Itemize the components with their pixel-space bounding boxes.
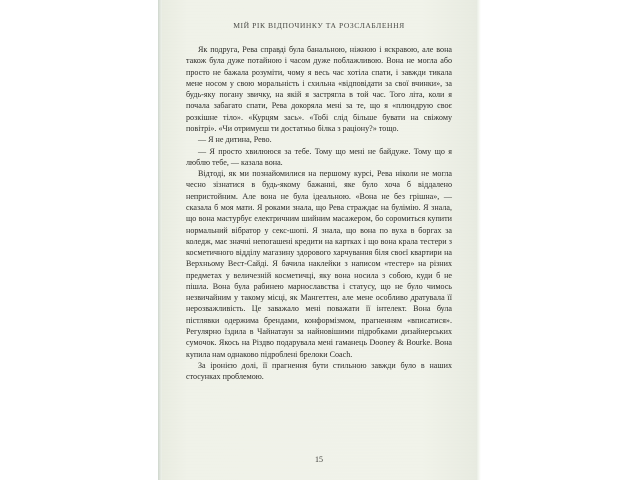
page-number: 15 (315, 455, 323, 464)
paragraph: Відтоді, як ми познайомилися на першому курсі, Рева ніколи не могла чесно зізнатися в будь-якому бажанні, яке було хоча б віддалено непристойним. Але вона не була ідеальною. «Вона не без грішна», — сказала б моя мати. Я роками знала, що Рева страждає на булімію. Я знала, що вона мастурбує електричним шийним масажером, бо соромиться купити нормальний вібратор у секс-шопі. Я знала, що вона по вуха в боргах за коледж, має значні непогашені кредити на картках і що вона крала тестери з косметичного відділу магазину здорового харчування біля своєї квартири на Верхньому Вест-Сайді. Я бачила наклейки з написом «тестер» на різних предметах у величезній косметичці, яку вона носила з собою, куди б не пішла. Вона була рабинею марнославства і статусу, що не було чимось незвичайним у такому місці, як Мангеттен, але мене особливо дратувала її нерозважливість. Це заважало мені поважати її інтелект. Вона була пістлявки одержима брендами, конформізмом, прагненням «вписатися». Регулярно їздила в Чайнатаун за найновішими підробками дизайнерських сумочок. Якось на Різдво подарувала мені гаманець Dooney & Bourke. Вона купила нам однаково підроблені брелоки Coach. (186, 169, 452, 359)
paragraph: — Я просто хвилююся за тебе. Тому що мені не байдуже. Тому що я люблю тебе, — казала вона. (186, 146, 452, 167)
page-right-edge-shadow (476, 0, 481, 480)
paragraph: Як подруга, Рева справді була банальною, ніжною і яскравою, але вона також була дуже потайною і часом дуже поблажливою. Вона не могла або просто не бажала розуміти, чому я весь час хотіла спати, і завжди тикала мене носом у свою моральність і схильна «відповідати за свої вчинки», за будь-яку погану звичку, на якій я застрягла в той час. Того літа, коли я почала забагато спати, Рева докоряла мені за те, що я «плюндрую своє розкішне тіло». «Курцям зась». «Тобі слід більше бувати на свіжому повітрі». «Чи отримуєш ти достатньо білка з раціону?» тощо. (186, 45, 452, 133)
body-text (186, 44, 452, 382)
paragraph: За іронією долі, її прагнення бути стильною завжди було в наших стосунках проблемою. (186, 360, 452, 382)
book-page (162, 0, 476, 480)
running-head: МІЙ РІК ВІДПОЧИНКУ ТА РОЗСЛАБЛЕННЯ (233, 21, 405, 30)
paragraph: — Я не дитина, Рево. (198, 135, 272, 145)
